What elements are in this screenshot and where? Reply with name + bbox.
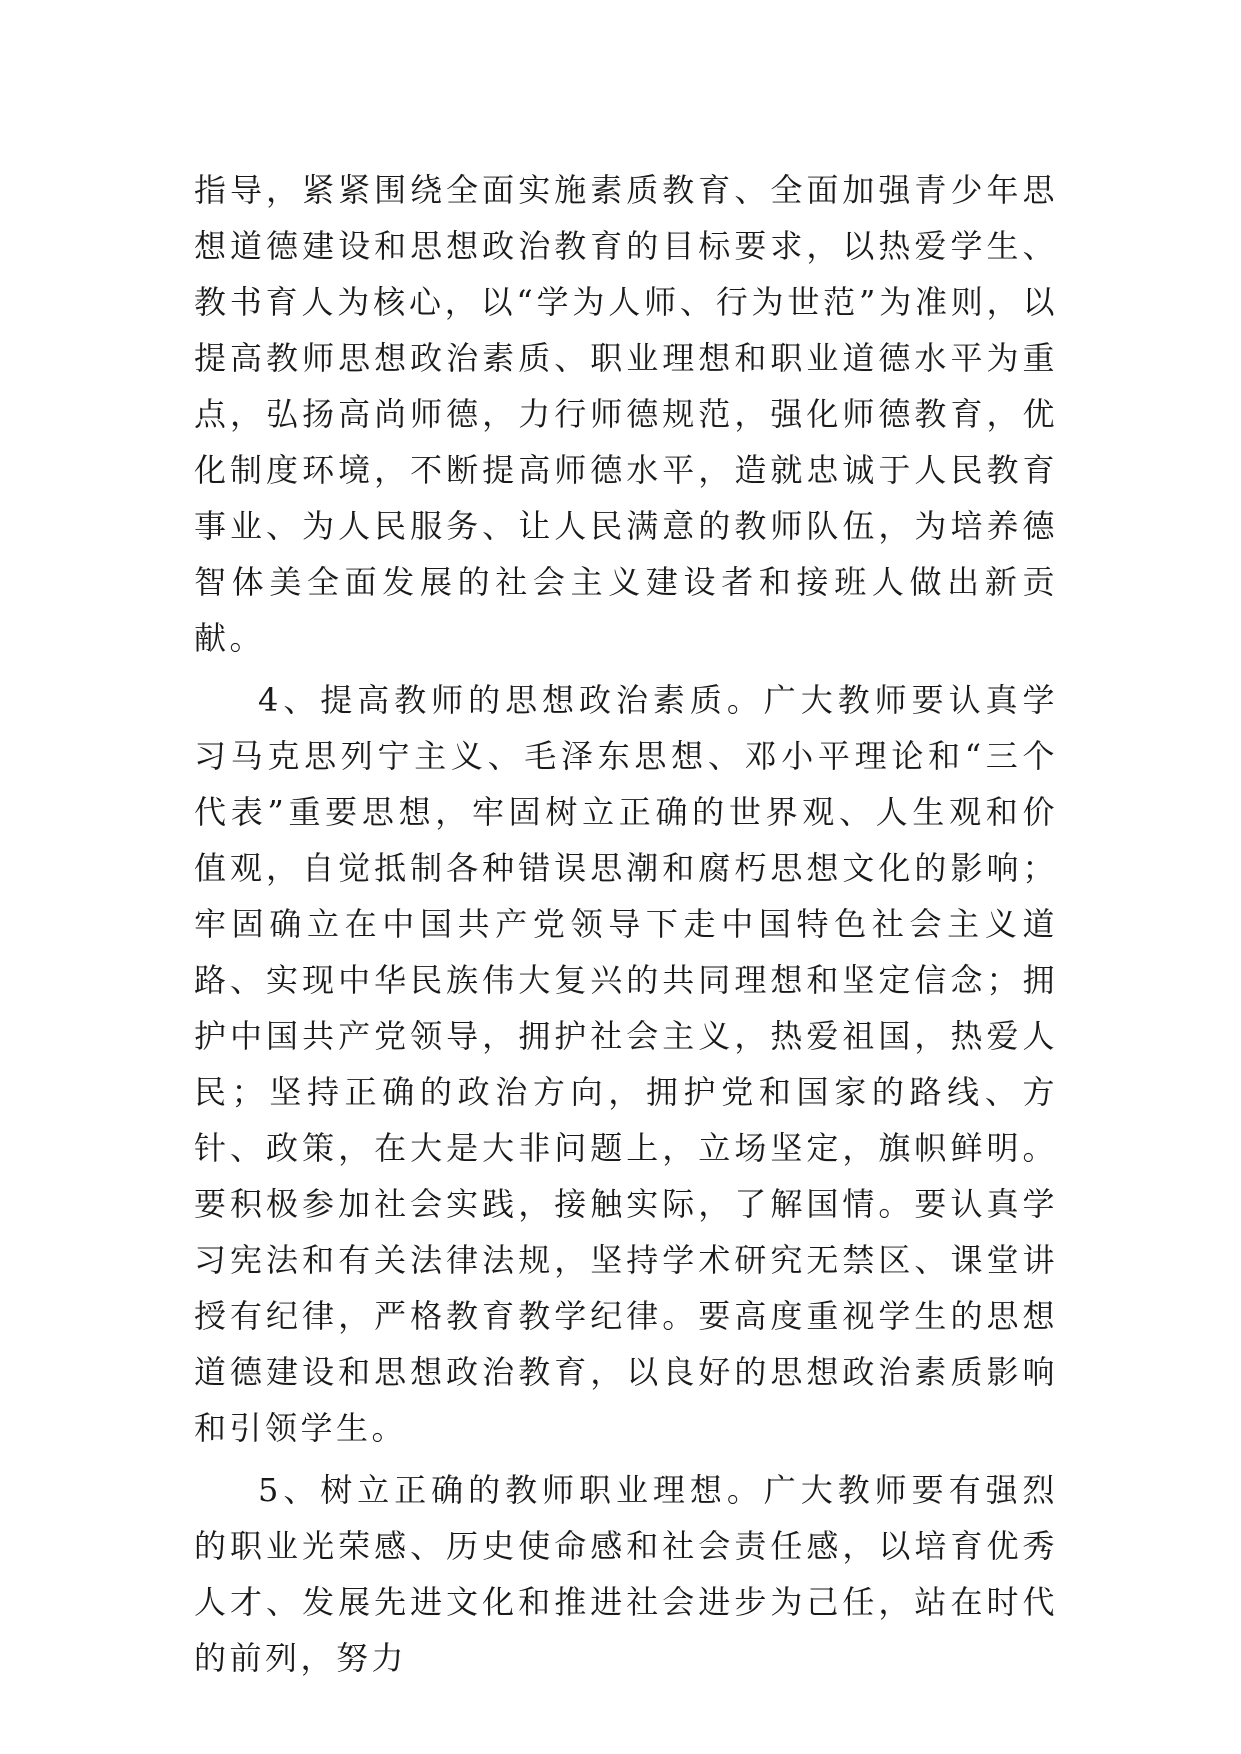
document-body (194, 162, 1058, 1686)
paragraph-continuation: 指导，紧紧围绕全面实施素质教育、全面加强青少年思想道德建设和思想政治教育的目标要求，以热爱学生、教书育人为核心，以“学为人师、行为世范”为准则，以提高教师思想政治素质、职业理想和职业道德水平为重点，弘扬高尚师德，力行师德规范，强化师德教育，优化制度环境，不断提高师德水平，造就忠诚于人民教育事业、为人民服务、让人民满意的教师队伍，为培养德智体美全面发展的社会主义建设者和接班人做出新贡献。 (194, 171, 1058, 657)
paragraph-item-4: 4、提高教师的思想政治素质。广大教师要认真学习马克思列宁主义、毛泽东思想、邓小平理论和“三个代表”重要思想，牢固树立正确的世界观、人生观和价值观，自觉抵制各种错误思潮和腐朽思想文化的影响；牢固确立在中国共产党领导下走中国特色社会主义道路、实现中华民族伟大复兴的共同理想和坚定信念；拥护中国共产党领导，拥护社会主义，热爱祖国，热爱人民；坚持正确的政治方向，拥护党和国家的路线、方针、政策，在大是大非问题上，立场坚定，旗帜鲜明。要积极参加社会实践，接触实际，了解国情。要认真学习宪法和有关法律法规，坚持学术研究无禁区、课堂讲授有纪律，严格教育教学纪律。要高度重视学生的思想道德建设和思想政治教育，以良好的思想政治素质影响和引领学生。 (194, 681, 1058, 1447)
paragraph-item-5: 5、树立正确的教师职业理想。广大教师要有强烈的职业光荣感、历史使命感和社会责任感，以培育优秀人才、发展先进文化和推进社会进步为己任，站在时代的前列，努力 (194, 1471, 1058, 1677)
